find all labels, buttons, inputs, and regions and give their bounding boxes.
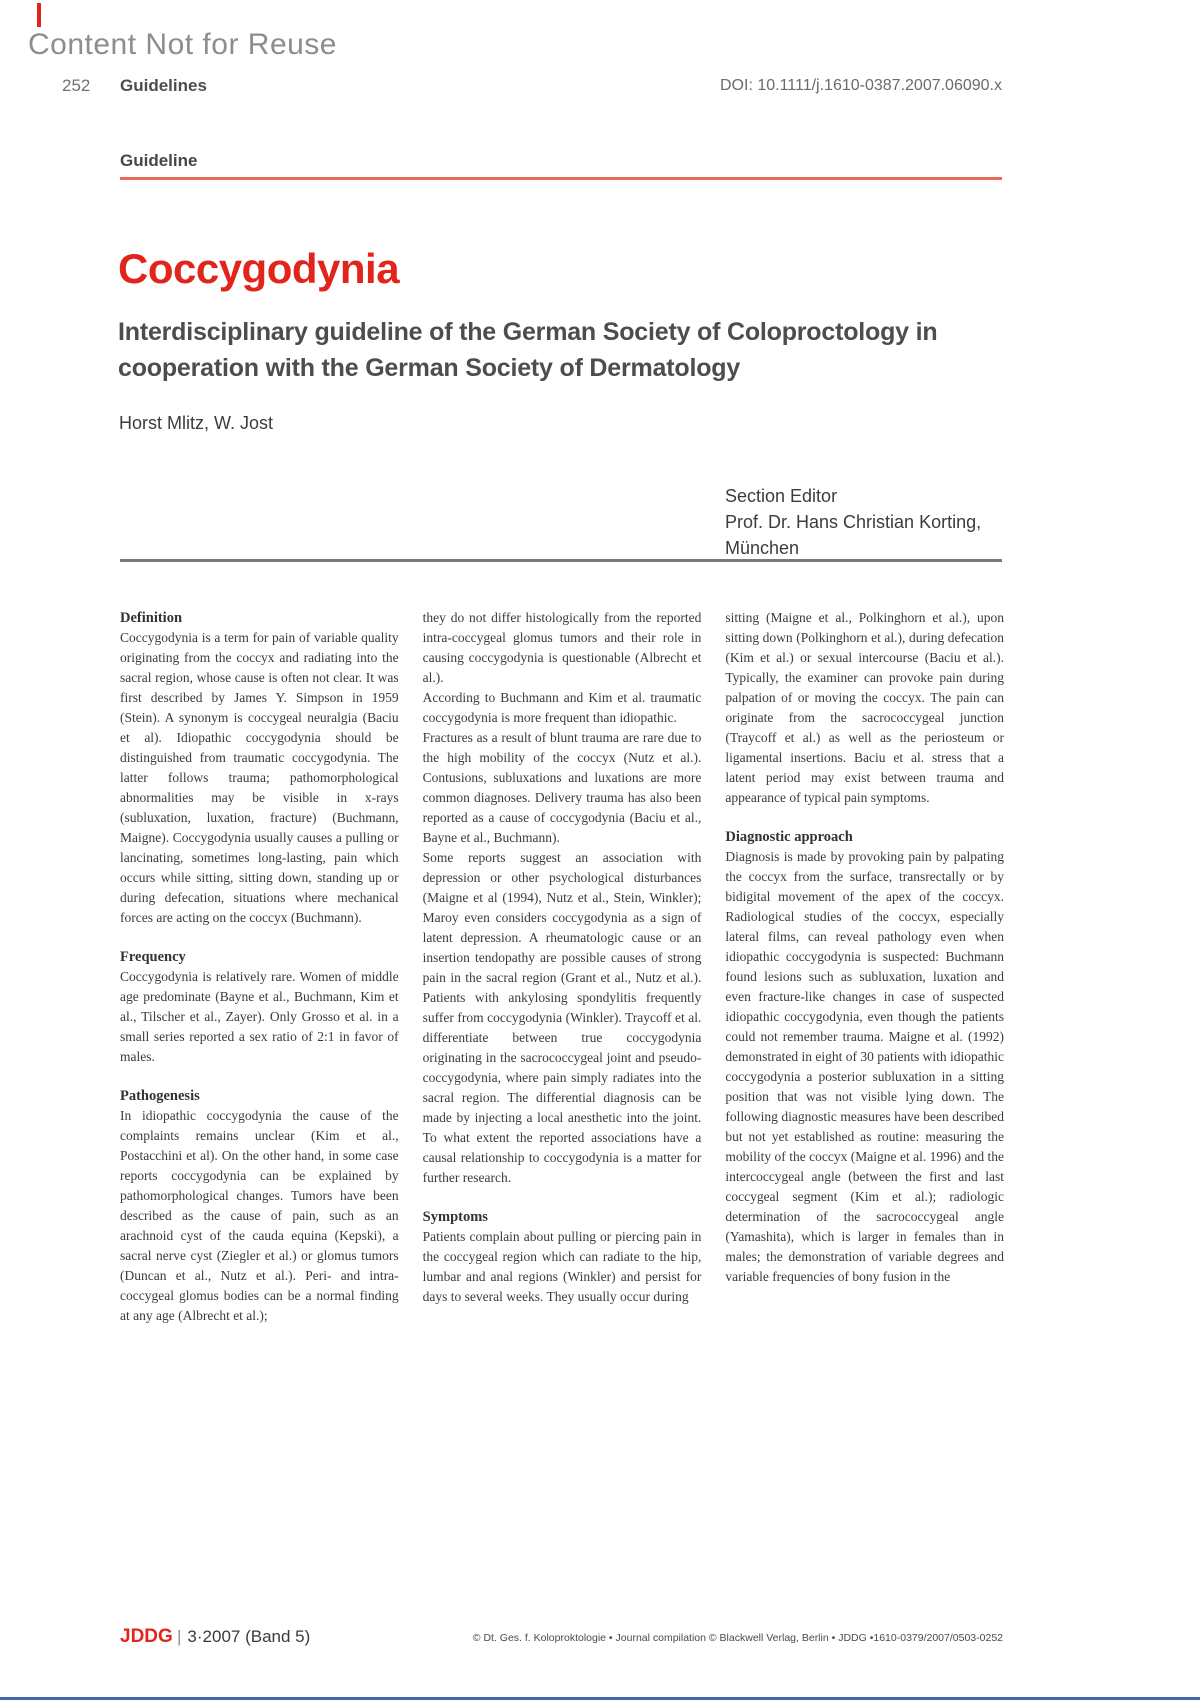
issue-divider: |: [177, 1627, 182, 1646]
body-paragraph: Fractures as a result of blunt trauma are rare due to the high mobility of the coccyx (Nutz et al.). Contusions, subluxations and luxations are more common diagnoses. Delivery trauma has also been reported as a cause of coccygodynia (Baciu et al., Bayne et al., Buchmann).: [422, 730, 702, 845]
body-paragraph: they do not differ histologically from the reported intra-coccygeal glomus tumors and their role in causing coccygodynia is questionable (Albrecht et al.).: [422, 610, 702, 685]
journal-section-label: Guidelines: [120, 76, 207, 95]
watermark-text: Content Not for Reuse: [28, 28, 337, 61]
article-section: [120, 1086, 399, 1326]
body-column-1: [120, 608, 399, 1568]
body-paragraph: sitting (Maigne et al., Polkinghorn et al.), upon sitting down (Polkinghorn et al.), during defecation (Kim et al.) or sexual intercourse (Baciu et al.). Typically, the examiner can provoke pain during palpation of or moving the coccyx. The pain can originate from the sacrococcygeal junction (Traycoff et al.) as well as the periosteum or ligamental insertions. Baciu et al. stress that a latent period may exist between trauma and appearance of typical pain symptoms.: [725, 610, 1004, 805]
body-paragraph: According to Buchmann and Kim et al. traumatic coccygodynia is more frequent than idiopathic.: [422, 690, 702, 725]
page-number: 252: [62, 76, 91, 95]
section-heading: Definition: [120, 610, 183, 626]
article-body: [120, 608, 1004, 1568]
body-paragraph: Some reports suggest an association with depression or other psychological disturbances (Maigne et al (1994), Nutz et al., Stein, Winkler); Maroy even considers coccygodynia as a sign of latent depression. A rheumatologic cause or an insertion tendopathy are possible causes of strong pain in the sacral region (Grant et al., Nutz et al.). Patients with ankylosing spondylitis frequently suffer from coccygodynia (Winkler). Traycoff et al. differentiate between true coccygodynia originating in the sacrococcygeal joint and pseudo-coccygodynia, where pain simply radiates into the sacral region. The differential diagnosis can be made by injecting a local anesthetic into the joint. To what extent the reported associations have a causal relationship to coccygodynia is a matter for further research.: [422, 850, 702, 1185]
article-section: [725, 827, 1004, 1287]
page-edge-red-tick: [37, 3, 41, 27]
page-footer: [0, 1626, 1200, 1650]
issue-text: 3·2007 (Band 5): [187, 1627, 311, 1646]
page-header: [0, 76, 1200, 98]
article-section: [120, 608, 399, 928]
body-column-2: [423, 608, 702, 1568]
section-heading: Frequency: [120, 949, 186, 965]
header-body-divider-rule: [120, 559, 1002, 562]
journal-issue: [177, 1627, 310, 1647]
article-subtitle: Interdisciplinary guideline of the German Society of Coloproctology in cooperation with the German Society of Dermatology: [118, 318, 938, 382]
doi-text: DOI: 10.1111/j.1610-0387.2007.06090.x: [720, 77, 1002, 94]
article-section: [423, 608, 702, 1188]
article-section: [423, 1207, 702, 1307]
section-editor-name: Prof. Dr. Hans Christian Korting,: [725, 512, 982, 532]
section-heading: Diagnostic approach: [725, 829, 853, 845]
article-section: [120, 947, 399, 1067]
body-paragraph: Diagnosis is made by provoking pain by palpating the coccyx from the surface, transrectally or by bidigital movement of the apex of the coccyx. Radiological studies of the coccyx, especially lateral films, can reveal pathology even when idiopathic coccygodynia is suspected: Buchmann found lesions such as subluxation, luxation and even fracture-like changes in case of suspected idiopathic coccygodynia, even though the patients could not remember trauma. Maigne et al. (1992) demonstrated in eight of 30 patients with idiopathic coccygodynia a posterior subluxation in a sitting position that was not visible lying down. The following diagnostic measures have been described but not yet established as routine: measuring the mobility of the coccyx (Maigne et al. 1996) and the intercoccygeal angle (between the first and last coccygeal segment (Kim et al.); radiologic determination of the sacrococcygeal angle (Yamashita), which is larger in females than in males; the demonstration of variable degrees and variable frequencies of bony fusion in the: [725, 849, 1004, 1284]
section-heading: Symptoms: [422, 1209, 488, 1225]
journal-logo: JDDG: [120, 1626, 173, 1647]
body-column-3: [725, 608, 1004, 1568]
section-editor-label: Section Editor: [725, 486, 838, 506]
body-paragraph: Patients complain about pulling or piercing pain in the coccygeal region which can radiate to the hip, lumbar and anal regions (Winkler) and persist for days to several weeks. They usually occur during: [422, 1229, 702, 1304]
kicker-rule: [120, 177, 1002, 180]
body-paragraph: In idiopathic coccygodynia the cause of the complaints remains unclear (Kim et al., Postacchini et al). On the other hand, in some case reports coccygodynia can be explained by pathomorphological changes. Tumors have been described as the cause of pain, such as an arachnoid cyst of the cauda equina (Kepski), a sacral nerve cyst (Ziegler et al.) or glomus tumors (Duncan et al., Nutz et al.). Peri- and intra-coccygeal glomus bodies can be a normal finding at any age (Albrecht et al.);: [120, 1108, 399, 1323]
article-kicker: Guideline: [120, 151, 198, 170]
body-paragraph: Coccygodynia is relatively rare. Women of middle age predominate (Bayne et al., Buchmann, Kim et al., Tilscher et al., Zayer). Only Grosso et al. in a small series reported a sex ratio of 2:1 in favor of males.: [120, 969, 399, 1064]
body-paragraph: Coccygodynia is a term for pain of variable quality originating from the coccyx and radiating into the sacral region, whose cause is often not clear. It was first described by James Y. Simpson in 1959 (Stein). A synonym is coccygeal neuralgia (Baciu et al). Idiopathic coccygodynia should be distinguished from traumatic coccygodynia. The latter follows trauma; pathomorphological abnormalities may be visible in x-rays (subluxation, luxation, fracture) (Buchmann, Maigne). Coccygodynia usually causes a pulling or lancinating, sometimes long-lasting, pain which occurs while sitting, sitting down, standing up or during defecation, situations where mechanical forces are acting on the coccyx (Buchmann).: [120, 630, 399, 925]
section-editor-block: [725, 483, 981, 561]
section-heading: Pathogenesis: [120, 1088, 200, 1104]
article-section: [725, 608, 1004, 808]
section-editor-city: München: [725, 538, 800, 558]
article-title: Coccygodynia: [118, 245, 400, 292]
copyright-text: © Dt. Ges. f. Koloproktologie • Journal compilation © Blackwell Verlag, Berlin • JDDG •1610-0379/2007/0503-0252: [472, 1632, 1003, 1644]
article-authors: Horst Mlitz, W. Jost: [119, 413, 274, 433]
